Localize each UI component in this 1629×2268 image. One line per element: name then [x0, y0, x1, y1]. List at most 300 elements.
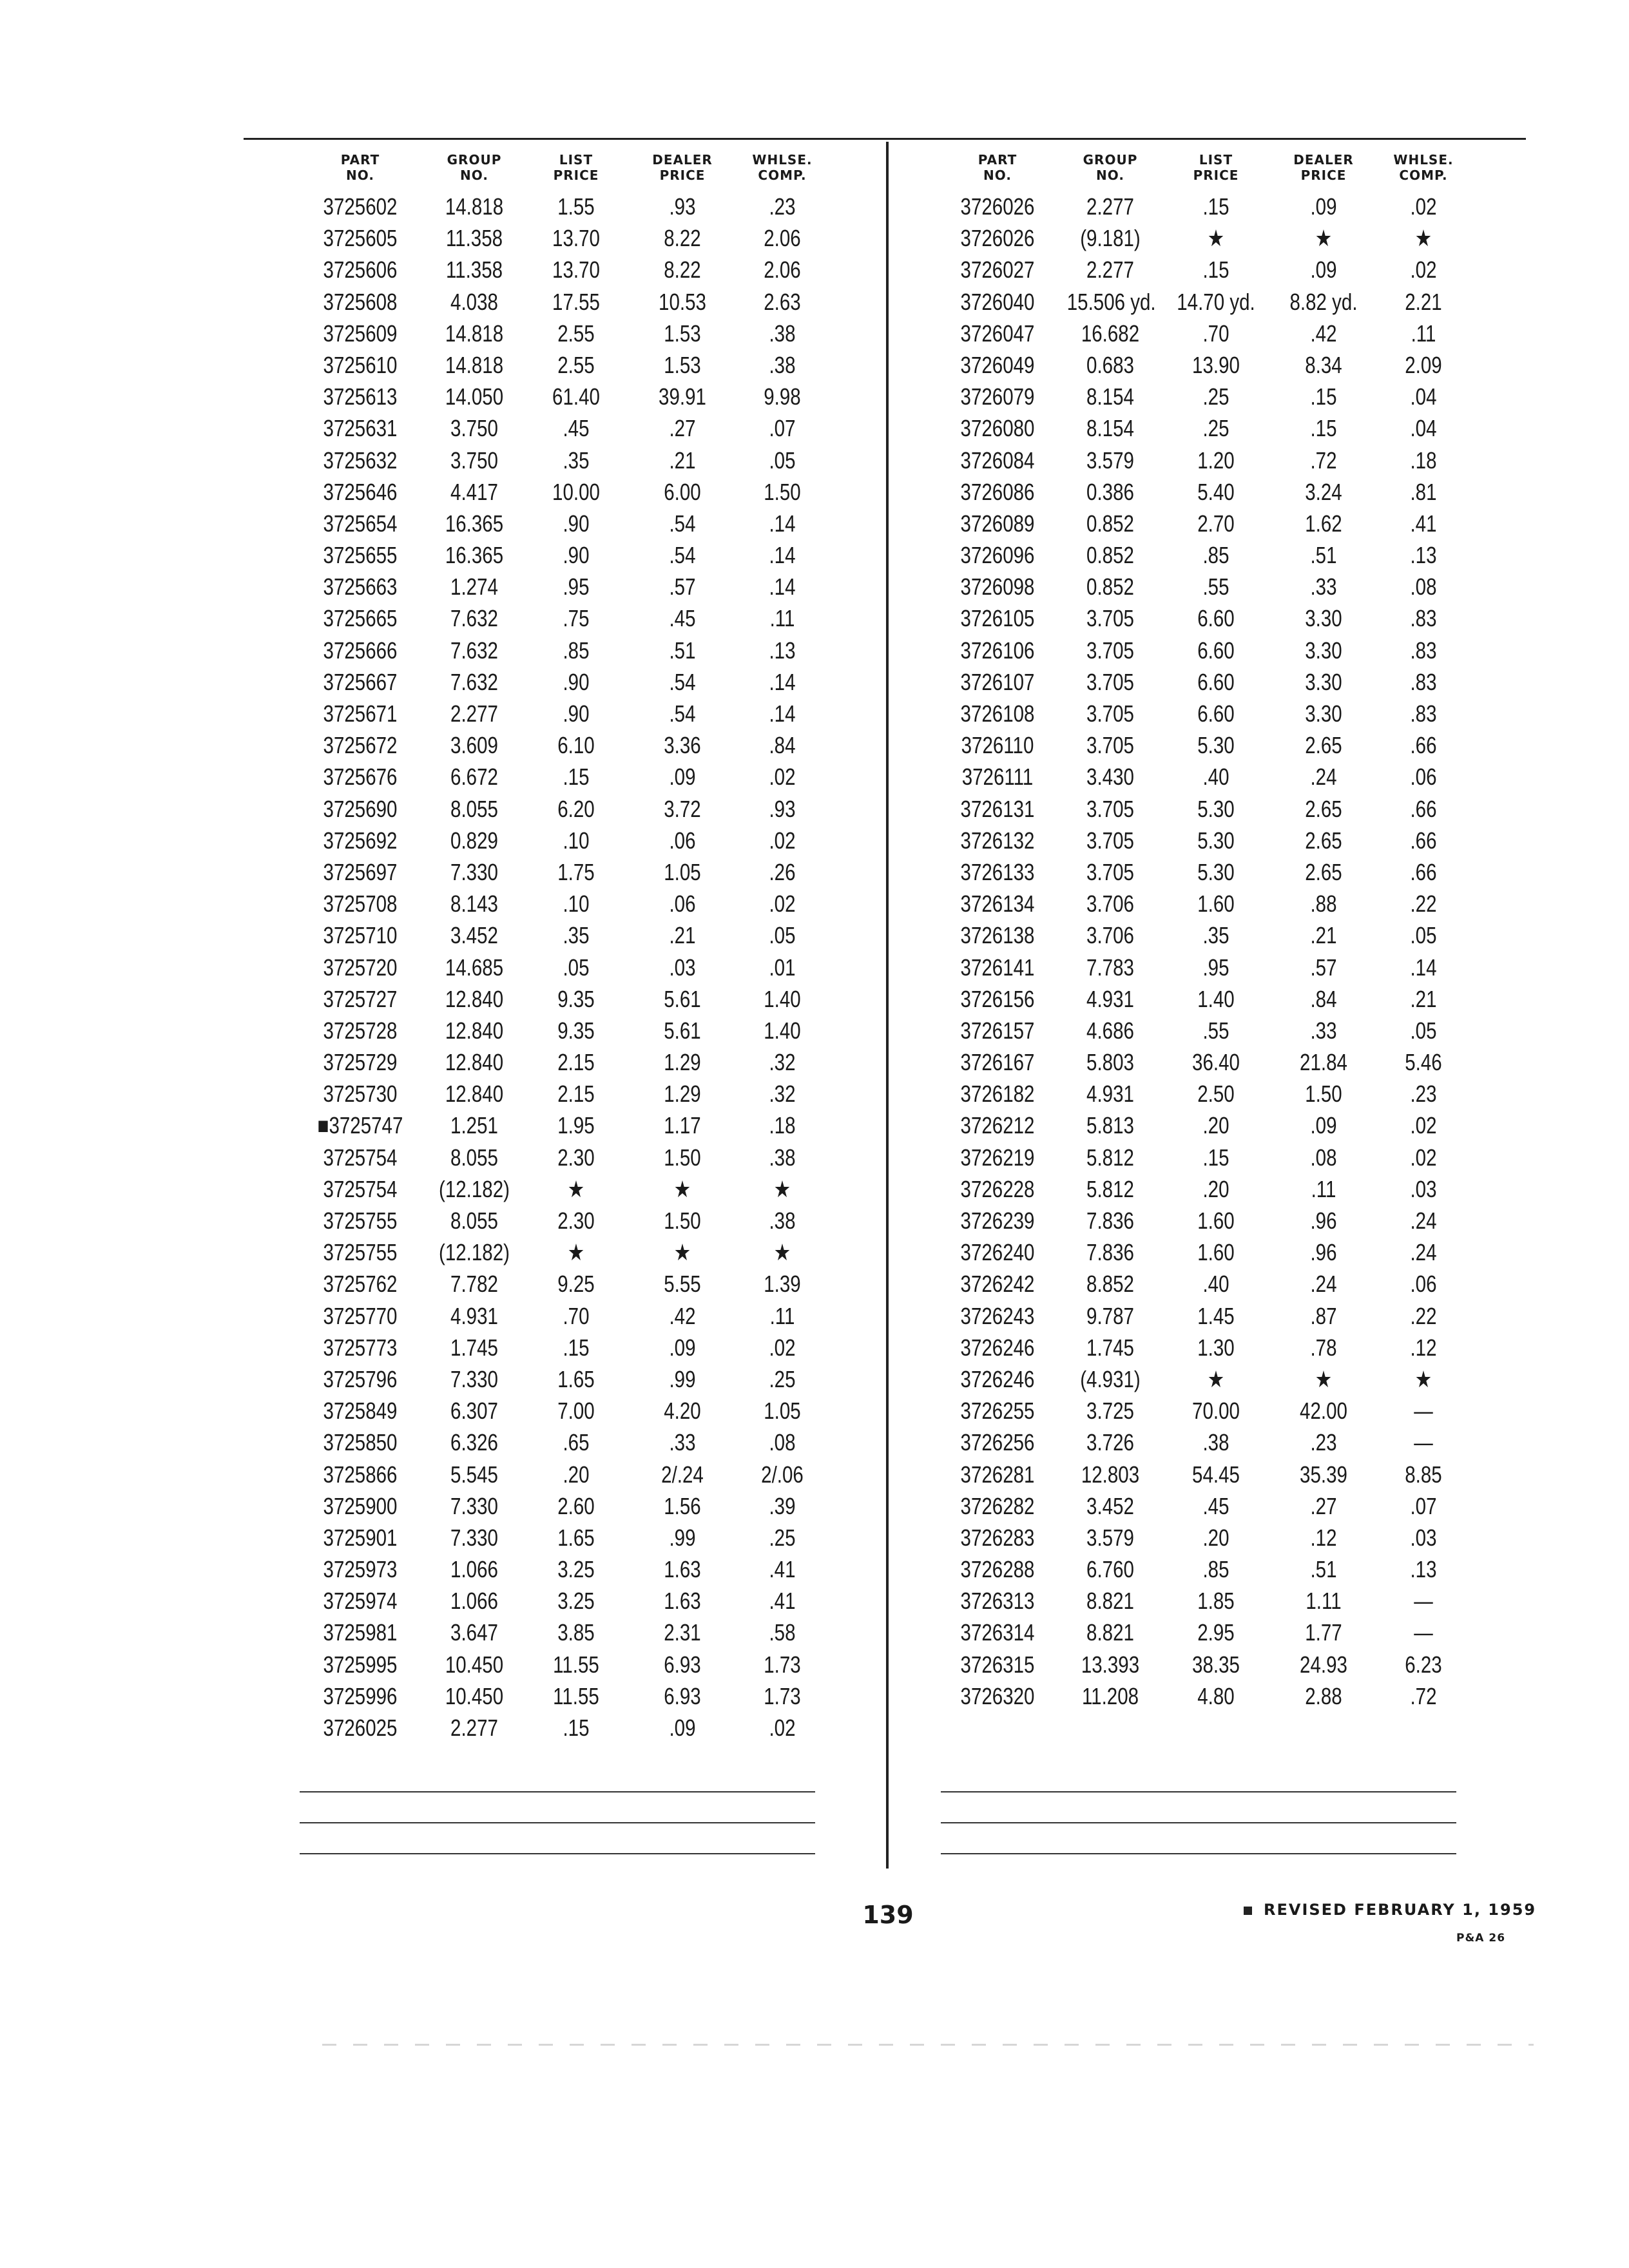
dealer-price-cell: 1.29	[664, 1049, 701, 1076]
whlse-comp-cell: 1.05	[764, 1398, 801, 1425]
dealer-price-cell: 6.93	[664, 1682, 701, 1709]
part-no-cell: 3726246	[960, 1334, 1035, 1361]
part-no-cell: 3725901	[323, 1524, 398, 1551]
list-price-cell: 1.45	[1197, 1302, 1235, 1329]
group-no-cell: 16.365	[445, 542, 504, 569]
dealer-price-cell: .09	[669, 1334, 696, 1361]
whlse-comp-cell: .13	[1410, 542, 1437, 569]
group-no-cell: 3.705	[1086, 827, 1134, 854]
whlse-comp-cell: .93	[769, 795, 796, 822]
dealer-price-cell: 2.65	[1305, 795, 1342, 822]
whlse-comp-cell: ★	[773, 1175, 791, 1202]
list-price-cell: .15	[563, 764, 590, 791]
list-price-cell: 3.25	[557, 1588, 595, 1615]
whlse-comp-cell: .18	[769, 1112, 796, 1139]
list-price-cell: .70	[1202, 320, 1229, 347]
dealer-price-cell: 5.61	[664, 1017, 701, 1044]
group-no-cell: 0.386	[1086, 478, 1134, 505]
whlse-comp-cell: .18	[1410, 447, 1437, 474]
group-no-cell: 8.852	[1086, 1271, 1134, 1298]
group-no-cell: 0.852	[1086, 573, 1134, 601]
whlse-comp-cell: 1.39	[764, 1271, 801, 1298]
part-no-cell: 3726141	[960, 954, 1035, 981]
dealer-price-cell: .27	[1310, 1492, 1337, 1519]
list-price-cell: ★	[1207, 225, 1225, 252]
list-price-cell: .95	[1202, 954, 1229, 981]
list-price-cell: 2.95	[1197, 1619, 1235, 1646]
list-price-cell: .38	[1202, 1429, 1229, 1456]
list-price-cell: 3.85	[557, 1619, 595, 1646]
table-row	[296, 698, 827, 729]
part-no-cell: 3725671	[323, 700, 398, 727]
part-no-cell: 3726133	[960, 858, 1035, 885]
part-no-cell: 3726132	[960, 827, 1035, 854]
list-price-cell: .05	[563, 954, 590, 981]
group-no-cell: 6.672	[450, 764, 498, 791]
group-no-cell: 7.330	[450, 1365, 498, 1392]
part-no-cell: 3725755	[323, 1207, 398, 1234]
table-row	[938, 349, 1469, 381]
table-row	[296, 412, 827, 444]
part-no-cell: 3726096	[960, 542, 1035, 569]
dealer-price-cell: 8.22	[664, 225, 701, 252]
table-row	[938, 1142, 1469, 1173]
part-no-cell: 3726049	[960, 351, 1035, 378]
dealer-price-cell: ★	[1315, 225, 1333, 252]
group-no-cell: 7.330	[450, 1492, 498, 1519]
part-no-cell: 3726098	[960, 573, 1035, 601]
table-row	[296, 666, 827, 698]
table-row	[938, 254, 1469, 285]
part-no-cell: 3726281	[960, 1461, 1035, 1488]
table-row	[296, 1300, 827, 1332]
group-no-cell: 10.450	[445, 1682, 504, 1709]
table-row	[938, 222, 1469, 254]
list-price-cell: 6.60	[1197, 637, 1235, 664]
part-no-cell: 3726084	[960, 447, 1035, 474]
table-row	[938, 476, 1469, 508]
dealer-price-cell: 5.55	[664, 1271, 701, 1298]
table-row	[296, 445, 827, 476]
part-no-cell: 3726157	[960, 1017, 1035, 1044]
part-no-cell: 3725773	[323, 1334, 398, 1361]
table-row	[938, 888, 1469, 919]
part-no-cell: 3725730	[323, 1081, 398, 1108]
whlse-comp-cell: .08	[769, 1429, 796, 1456]
group-no-cell: 6.760	[1086, 1556, 1134, 1583]
dealer-price-cell: .57	[669, 573, 696, 601]
whlse-comp-cell: .11	[1411, 320, 1436, 347]
dealer-price-cell: .09	[669, 764, 696, 791]
group-no-cell: 15.506 yd.	[1066, 288, 1156, 315]
group-no-cell: 12.840	[445, 985, 504, 1012]
dealer-price-cell: 5.61	[664, 985, 701, 1012]
part-no-cell: 3725663	[323, 573, 398, 601]
part-no-cell: 3725606	[323, 256, 398, 284]
list-price-cell: 9.35	[557, 1017, 595, 1044]
part-no-cell: 3726255	[960, 1398, 1035, 1425]
group-no-cell: 2.277	[1086, 193, 1134, 220]
part-no-cell: 3726320	[960, 1682, 1035, 1709]
group-no-cell: 3.706	[1086, 890, 1134, 918]
list-price-cell: .20	[1202, 1175, 1229, 1202]
whlse-comp-cell: .25	[769, 1524, 796, 1551]
dealer-price-cell: 10.53	[659, 288, 706, 315]
part-no-cell: 3726243	[960, 1302, 1035, 1329]
table-row	[296, 1332, 827, 1363]
group-no-cell: 12.840	[445, 1081, 504, 1108]
dealer-price-cell: .11	[1311, 1175, 1336, 1202]
whlse-comp-cell: .14	[769, 668, 796, 695]
list-price-cell: 9.35	[557, 985, 595, 1012]
left-table-body	[296, 191, 827, 1744]
top-rule	[244, 138, 1526, 140]
list-price-cell: .10	[563, 890, 590, 918]
table-row	[296, 539, 827, 571]
table-row	[296, 635, 827, 666]
whlse-comp-cell: 2.21	[1405, 288, 1442, 315]
whlse-comp-cell: 2/.06	[761, 1461, 804, 1488]
whlse-comp-cell: .06	[1410, 764, 1437, 791]
whlse-comp-cell: .22	[1410, 1302, 1437, 1329]
group-no-cell: 3.750	[450, 447, 498, 474]
revised-marker-icon	[1244, 1907, 1252, 1915]
list-price-cell: 61.40	[552, 383, 600, 410]
table-row	[938, 1268, 1469, 1300]
table-row	[938, 666, 1469, 698]
header-part-no: PART NO.	[978, 152, 1017, 183]
group-no-cell: 13.393	[1081, 1651, 1140, 1678]
blank-entry-line	[941, 1822, 1456, 1823]
list-price-cell: 70.00	[1192, 1398, 1240, 1425]
table-row	[938, 1110, 1469, 1141]
list-price-cell: 1.30	[1197, 1334, 1235, 1361]
group-no-cell: 7.632	[450, 637, 498, 664]
table-row	[938, 508, 1469, 539]
group-no-cell: 7.330	[450, 1524, 498, 1551]
list-price-cell: 5.30	[1197, 827, 1235, 854]
group-no-cell: 3.726	[1086, 1429, 1134, 1456]
list-price-cell: 14.70 yd.	[1177, 288, 1255, 315]
list-price-cell: 1.20	[1197, 447, 1235, 474]
table-row	[938, 1395, 1469, 1427]
dealer-price-cell: .42	[669, 1302, 696, 1329]
header-whlse-comp: WHLSE. COMP.	[752, 152, 813, 183]
list-price-cell: 1.95	[557, 1112, 595, 1139]
list-price-cell: 5.30	[1197, 732, 1235, 759]
dealer-price-cell: 2/.24	[661, 1461, 704, 1488]
table-row	[296, 1522, 827, 1553]
table-row	[938, 539, 1469, 571]
group-no-cell: 8.154	[1086, 415, 1134, 442]
dealer-price-cell: .33	[1310, 1017, 1337, 1044]
whlse-comp-cell: .24	[1410, 1239, 1437, 1266]
whlse-comp-cell: .23	[769, 193, 796, 220]
group-no-cell: 3.750	[450, 415, 498, 442]
dealer-price-cell: 4.20	[664, 1398, 701, 1425]
whlse-comp-cell: .02	[769, 1715, 796, 1741]
group-no-cell: 5.812	[1086, 1175, 1134, 1202]
whlse-comp-cell: .07	[769, 415, 796, 442]
part-no-cell: 3725710	[323, 922, 398, 949]
part-no-cell: 3726182	[960, 1081, 1035, 1108]
list-price-cell: 6.20	[557, 795, 595, 822]
header-list-price: LIST PRICE	[1193, 152, 1239, 183]
dealer-price-cell: .24	[1310, 764, 1337, 791]
list-price-cell: 5.30	[1197, 858, 1235, 885]
table-row	[938, 1173, 1469, 1205]
part-no-cell: 3726080	[960, 415, 1035, 442]
table-row	[296, 1046, 827, 1078]
dealer-price-cell: 6.00	[664, 478, 701, 505]
whlse-comp-cell: .02	[769, 764, 796, 791]
dealer-price-cell: .54	[669, 700, 696, 727]
table-row	[938, 412, 1469, 444]
part-no-cell: 3725690	[323, 795, 398, 822]
table-row	[296, 571, 827, 602]
whlse-comp-cell: .14	[769, 542, 796, 569]
dealer-price-cell: .24	[1310, 1271, 1337, 1298]
group-no-cell: 2.277	[450, 1715, 498, 1741]
whlse-comp-cell: .05	[1410, 922, 1437, 949]
list-price-cell: 38.35	[1192, 1651, 1240, 1678]
part-no-cell: 3725609	[323, 320, 398, 347]
group-no-cell: 7.330	[450, 858, 498, 885]
group-no-cell: 3.452	[450, 922, 498, 949]
whlse-comp-cell: .13	[769, 637, 796, 664]
whlse-comp-cell: .83	[1410, 668, 1437, 695]
whlse-comp-cell: .04	[1410, 415, 1437, 442]
part-no-cell: 3726240	[960, 1239, 1035, 1266]
part-no-cell: 3726242	[960, 1271, 1035, 1298]
group-no-cell: 1.251	[450, 1112, 498, 1139]
list-price-cell: 2.15	[557, 1081, 595, 1108]
header-whlse-comp: WHLSE. COMP.	[1393, 152, 1454, 183]
whlse-comp-cell: 1.40	[764, 1017, 801, 1044]
list-price-cell: 2.30	[557, 1144, 595, 1171]
revised-note-text: REVISED FEBRUARY 1, 1959	[1264, 1901, 1537, 1919]
part-no-cell: 3725632	[323, 447, 398, 474]
whlse-comp-cell: .21	[1410, 985, 1437, 1012]
list-price-cell: 5.40	[1197, 478, 1235, 505]
group-no-cell: 16.365	[445, 510, 504, 537]
whlse-comp-cell: .32	[769, 1049, 796, 1076]
table-row	[938, 571, 1469, 602]
group-no-cell: 8.154	[1086, 383, 1134, 410]
dealer-price-cell: .12	[1310, 1524, 1337, 1551]
dealer-price-cell: 3.30	[1305, 637, 1342, 664]
whlse-comp-cell: .02	[769, 827, 796, 854]
part-no-cell: 3725866	[323, 1461, 398, 1488]
table-row	[296, 476, 827, 508]
group-no-cell: (12.182)	[439, 1175, 510, 1202]
table-row	[296, 1363, 827, 1395]
list-price-cell: .90	[563, 510, 590, 537]
part-no-cell: 3726313	[960, 1588, 1035, 1615]
dealer-price-cell: ★	[1315, 1365, 1333, 1392]
group-no-cell: 0.852	[1086, 510, 1134, 537]
whlse-comp-cell: .81	[1410, 478, 1437, 505]
group-no-cell: 5.813	[1086, 1112, 1134, 1139]
list-price-cell: 9.25	[557, 1271, 595, 1298]
whlse-comp-cell: .66	[1410, 732, 1437, 759]
table-row	[296, 222, 827, 254]
part-no-cell: 3725849	[323, 1398, 398, 1425]
group-no-cell: 3.430	[1086, 764, 1134, 791]
table-row	[296, 1617, 827, 1648]
whlse-comp-cell: .58	[769, 1619, 796, 1646]
group-no-cell: 1.066	[450, 1556, 498, 1583]
table-row	[938, 1363, 1469, 1395]
list-price-cell: 1.60	[1197, 890, 1235, 918]
whlse-comp-cell: .38	[769, 1207, 796, 1234]
table-row	[938, 1553, 1469, 1585]
table-row	[296, 191, 827, 222]
dealer-price-cell: .78	[1310, 1334, 1337, 1361]
table-row	[296, 318, 827, 349]
table-row	[296, 1553, 827, 1585]
table-row	[296, 254, 827, 285]
whlse-comp-cell: .26	[769, 858, 796, 885]
part-no-cell: 3725720	[323, 954, 398, 981]
part-no-cell: 3726239	[960, 1207, 1035, 1234]
whlse-comp-cell: .83	[1410, 605, 1437, 632]
table-row	[296, 983, 827, 1015]
part-no-cell: 3725666	[323, 637, 398, 664]
whlse-comp-cell: .14	[769, 510, 796, 537]
table-row	[296, 1395, 827, 1427]
dealer-price-cell: .45	[669, 605, 696, 632]
part-no-cell: 3726167	[960, 1049, 1035, 1076]
part-no-cell: 3725654	[323, 510, 398, 537]
list-price-cell: .15	[1202, 193, 1229, 220]
list-price-cell: 13.70	[552, 225, 600, 252]
group-no-cell: 11.358	[445, 225, 503, 252]
group-no-cell: 5.803	[1086, 1049, 1134, 1076]
list-price-cell: .15	[563, 1715, 590, 1741]
blank-entry-line	[300, 1853, 815, 1854]
list-price-cell: 1.75	[557, 858, 595, 885]
whlse-comp-cell: 8.85	[1405, 1461, 1442, 1488]
part-no-cell: 3726246	[960, 1365, 1035, 1392]
table-row	[938, 1205, 1469, 1236]
part-no-cell: 3725610	[323, 351, 398, 378]
whlse-comp-cell: .38	[769, 351, 796, 378]
group-no-cell: 7.783	[1086, 954, 1134, 981]
group-no-cell: 6.326	[450, 1429, 498, 1456]
part-no-cell: 3726283	[960, 1524, 1035, 1551]
whlse-comp-cell: .13	[1410, 1556, 1437, 1583]
part-no-cell: 3725672	[323, 732, 398, 759]
whlse-comp-cell: 9.98	[764, 383, 801, 410]
whlse-comp-cell: .38	[769, 320, 796, 347]
header-part-no: PART NO.	[340, 152, 380, 183]
group-no-cell: 12.803	[1081, 1461, 1140, 1488]
dealer-price-cell: 3.36	[664, 732, 701, 759]
group-no-cell: 16.682	[1081, 320, 1140, 347]
list-price-cell: 6.60	[1197, 605, 1235, 632]
group-no-cell: 7.632	[450, 605, 498, 632]
whlse-comp-cell: .23	[1410, 1081, 1437, 1108]
whlse-comp-cell: .02	[1410, 256, 1437, 284]
group-no-cell: 4.417	[450, 478, 498, 505]
group-no-cell: 12.840	[445, 1017, 504, 1044]
part-no-cell: ■3725747	[317, 1112, 403, 1139]
whlse-comp-cell: 1.40	[764, 985, 801, 1012]
group-no-cell: 1.274	[450, 573, 498, 601]
table-row	[938, 761, 1469, 793]
group-no-cell: 14.050	[445, 383, 504, 410]
dealer-price-cell: 1.62	[1305, 510, 1342, 537]
whlse-comp-cell: .11	[769, 605, 795, 632]
part-no-cell: 3726086	[960, 478, 1035, 505]
part-no-cell: 3726315	[960, 1651, 1035, 1678]
group-no-cell: (12.182)	[439, 1239, 510, 1266]
list-price-cell: ★	[567, 1175, 585, 1202]
whlse-comp-cell: .66	[1410, 827, 1437, 854]
part-no-cell: 3726131	[960, 795, 1035, 822]
dealer-price-cell: 8.34	[1305, 351, 1342, 378]
table-row	[296, 1110, 827, 1141]
whlse-comp-cell: .03	[1410, 1175, 1437, 1202]
group-no-cell: 3.705	[1086, 605, 1134, 632]
dealer-price-cell: .96	[1310, 1239, 1337, 1266]
part-no-cell: 3725762	[323, 1271, 398, 1298]
whlse-comp-cell: .24	[1410, 1207, 1437, 1234]
part-no-cell: 3725754	[323, 1144, 398, 1171]
list-price-cell: .35	[563, 447, 590, 474]
part-no-cell: 3726314	[960, 1619, 1035, 1646]
header-list-price: LIST PRICE	[553, 152, 599, 183]
whlse-comp-cell: .08	[1410, 573, 1437, 601]
table-row	[938, 1300, 1469, 1332]
table-row	[938, 698, 1469, 729]
part-no-cell: 3725974	[323, 1588, 398, 1615]
part-no-cell: 3726027	[960, 256, 1035, 284]
table-row	[296, 1268, 827, 1300]
dealer-price-cell: .54	[669, 510, 696, 537]
table-row	[296, 1712, 827, 1744]
whlse-comp-cell: .41	[1410, 510, 1437, 537]
table-row	[296, 825, 827, 856]
dealer-price-cell: 39.91	[659, 383, 706, 410]
list-price-cell: ★	[567, 1239, 585, 1266]
dealer-price-cell: .51	[1310, 542, 1337, 569]
group-no-cell: 3.705	[1086, 700, 1134, 727]
dealer-price-cell: 1.05	[664, 858, 701, 885]
dealer-price-cell: 3.30	[1305, 668, 1342, 695]
group-no-cell: 8.055	[450, 1207, 498, 1234]
right-price-table	[938, 152, 1469, 1709]
part-no-cell: 3725665	[323, 605, 398, 632]
right-table-body	[938, 191, 1469, 1712]
dealer-price-cell: .21	[1310, 922, 1337, 949]
dealer-price-cell: 1.53	[664, 351, 701, 378]
dealer-price-cell: .99	[669, 1524, 696, 1551]
whlse-comp-cell: —	[1414, 1398, 1433, 1425]
dealer-price-cell: 1.63	[664, 1556, 701, 1583]
whlse-comp-cell: ★	[1414, 1365, 1432, 1392]
part-no-cell: 3725796	[323, 1365, 398, 1392]
table-row	[938, 1236, 1469, 1268]
whlse-comp-cell: .66	[1410, 858, 1437, 885]
group-no-cell: 3.579	[1086, 447, 1134, 474]
list-price-cell: .45	[563, 415, 590, 442]
dealer-price-cell: .84	[1310, 985, 1337, 1012]
whlse-comp-cell: .38	[769, 1144, 796, 1171]
group-no-cell: 8.143	[450, 890, 498, 918]
list-price-cell: 7.00	[557, 1398, 595, 1425]
